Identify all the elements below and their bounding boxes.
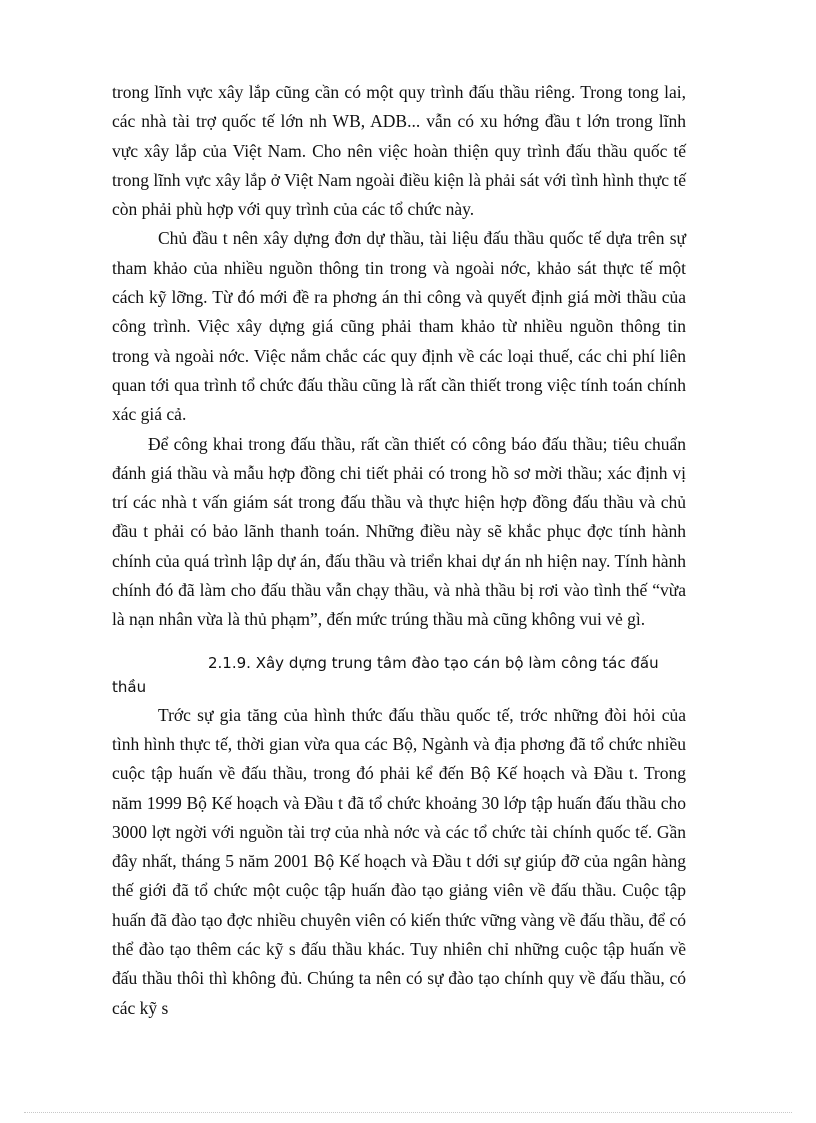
paragraph-investor-tender-documents: Chủ đầu t nên xây dựng đơn dự thầu, tài liệu đấu thầu quốc tế dựa trên sự tham khảo của nhiều nguồn thông tin trong và ngoài nớc, khảo sát thực tế một cách kỹ lỡng. Từ đó mới đề ra phơng án thi công và quyết định giá mời thầu của công trình. Việc xây dựng giá cũng phải tham khảo từ nhiều nguồn thông tin trong và ngoài nớc. Việc nắm chắc các quy định về các loại thuế, các chi phí liên quan tới qua trình tổ chức đấu thầu cũng là rất cần thiết trong việc tính toán chính xác giá cả. (112, 228, 686, 425)
paragraph-training: Trớc sự gia tăng của hình thức đấu thầu quốc tế, trớc những đòi hỏi của tình hình thực tế, thời gian vừa qua các Bộ, Ngành và địa phơng đã tổ chức nhiều cuộc tập huấn về đấu thầu, trong đó phải kể đến Bộ Kế hoạch và Đầu t. Trong năm 1999 Bộ Kế hoạch và Đầu t đã tổ chức khoảng 30 lớp tập huấn đấu thầu cho 3000 lợt ngời với nguồn tài trợ của nhà nớc và các tổ chức tài chính quốc tế. Gần đây nhất, tháng 5 năm 2001 Bộ Kế hoạch và Đầu t dới sự giúp đỡ của ngân hàng thế giới đã tổ chức một cuộc tập huấn đào tạo giảng viên về đấu thầu. Cuộc tập huấn đã đào tạo đợc nhiều chuyên viên có kiến thức vững vàng về đấu thầu, để có thể đào tạo thêm các kỹ s đấu thầu khác. Tuy nhiên chỉ những cuộc tập huấn về đấu thầu thôi thì không đủ. Chúng ta nên có sự đào tạo chính quy về đấu thầu, có các kỹ s (112, 704, 686, 1018)
paragraph-transparency: Để công khai trong đấu thầu, rất cần thiết có công báo đấu thầu; tiêu chuẩn đánh giá thầu và mẫu hợp đồng chi tiết phải có trong hồ sơ mời thầu; xác định vị trí các nhà t vấn giám sát trong đấu thầu và thực hiện hợp đồng đấu thầu và chủ đầu t phải có bảo lãnh thanh toán. Những điều này sẽ khắc phục đợc tính hành chính của quá trình lập dự án, đấu thầu và triển khai dự án nh hiện nay. Tính hành chính đó đã làm cho đấu thầu vẫn chạy thầu, và nhà thầu bị rơi vào tình thế “vừa là nạn nhân vừa là thủ phạm”, đến mức trúng thầu mà cũng không vui vẻ gì. (112, 433, 686, 630)
body-text (112, 78, 686, 1023)
paragraph-continuation: trong lĩnh vực xây lắp cũng cần có một quy trình đấu thầu riêng. Trong tong lai, các nhà tài trợ quốc tế lớn nh WB, ADB... vẫn có xu hớng đầu t lớn trong lĩnh vực xây lắp của Việt Nam. Cho nên việc hoàn thiện quy trình đấu thầu quốc tế trong lĩnh vực xây lắp ở Việt Nam ngoài điều kiện là phải sát với tình hình thực tế còn phải phù hợp với quy trình của các tổ chức này. (112, 82, 686, 220)
section-title: Xây dựng trung tâm đào tạo cán bộ làm công tác đấu thầu (112, 653, 659, 696)
section-number: 2.1.9. (208, 653, 251, 672)
section-heading (112, 651, 686, 699)
page-bottom-rule (24, 1112, 792, 1113)
